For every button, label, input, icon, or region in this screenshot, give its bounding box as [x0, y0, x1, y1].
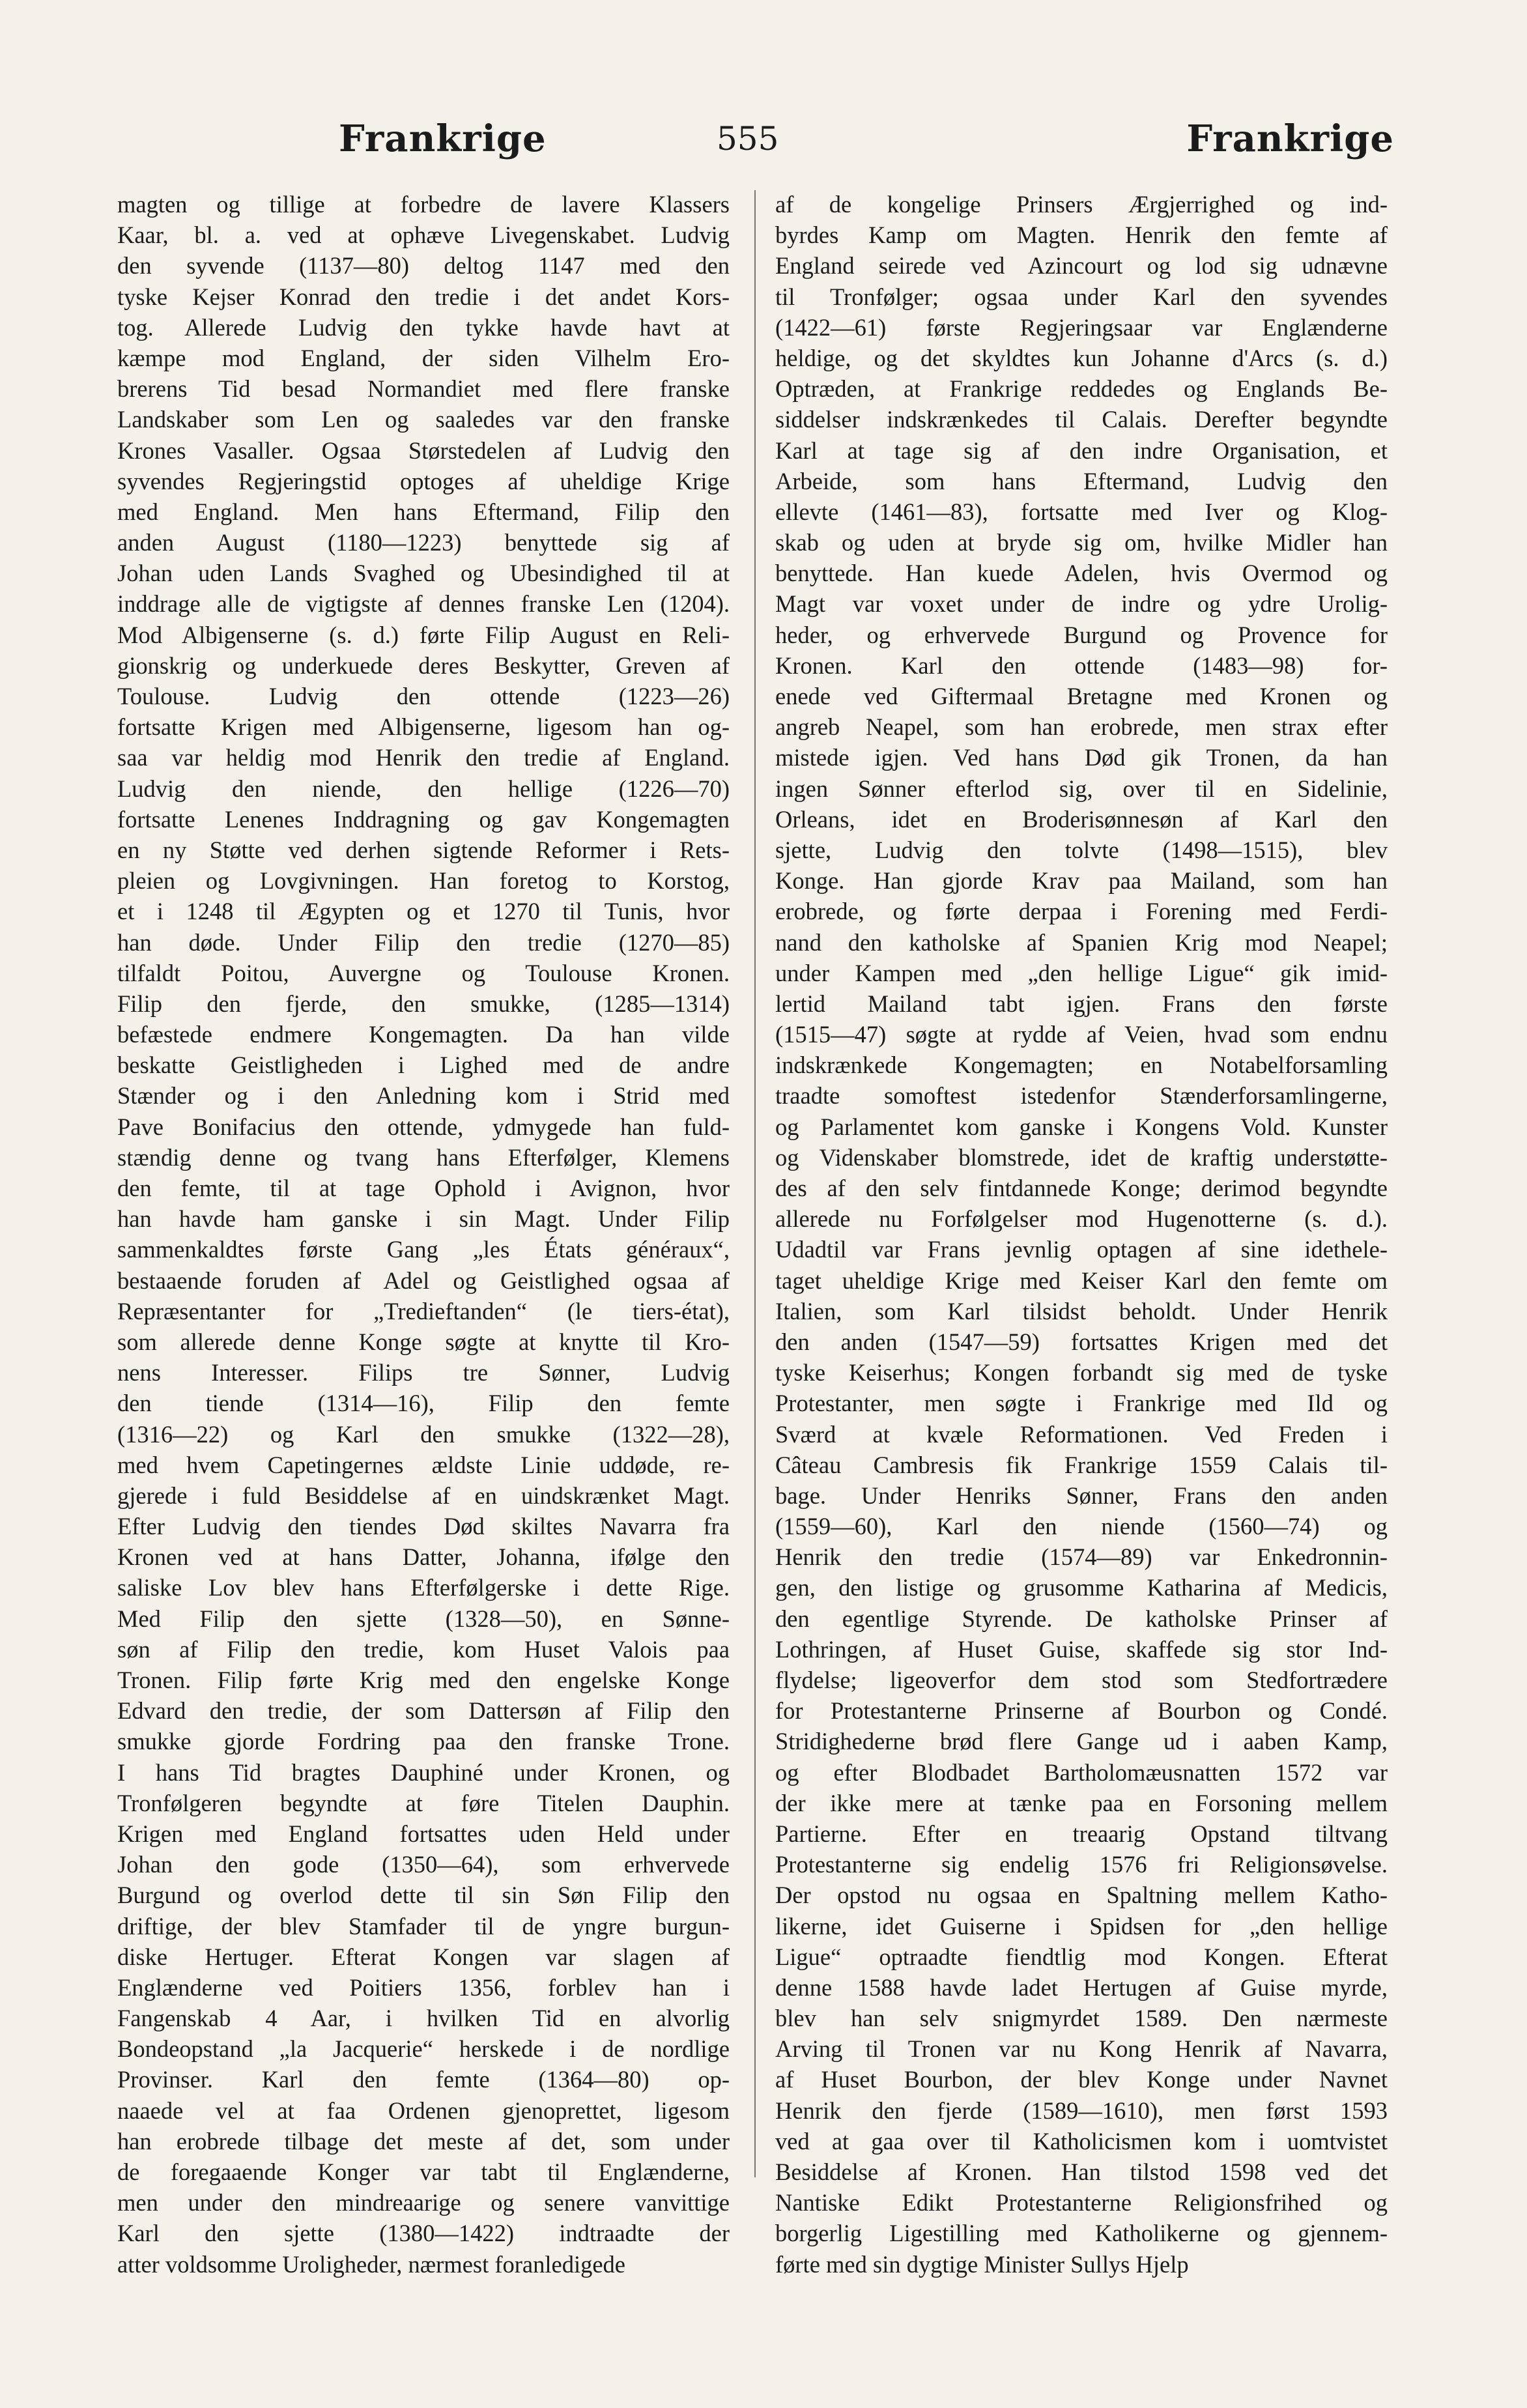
text-line: og Videnskaber blomstrede, idet de kraftig understøtte-	[775, 1143, 1388, 1171]
text-line: (1559—60), Karl den niende (1560—74) og	[775, 1513, 1388, 1540]
text-line: allerede nu Forfølgelser mod Hugenotterne (s. d.).	[775, 1205, 1388, 1233]
text-line: brerens Tid besad Normandiet med flere franske	[117, 375, 730, 403]
text-line: Lothringen, af Huset Guise, skaffede sig stor Ind-	[775, 1635, 1388, 1663]
text-line: Karl den sjette (1380—1422) indtraadte der	[117, 2220, 730, 2247]
text-line: sjette, Ludvig den tolvte (1498—1515), blev	[775, 836, 1388, 863]
text-line: en ny Støtte ved derhen sigtende Reformer i Rets-	[117, 836, 730, 863]
text-line: Edvard den tredie, der som Dattersøn af Filip den	[117, 1697, 730, 1725]
text-line: naaede vel at faa Ordenen gjenoprettet, ligesom	[117, 2097, 730, 2124]
text-line: enede ved Giftermaal Bretagne med Kronen og	[775, 683, 1388, 710]
text-line: Provinser. Karl den femte (1364—80) op-	[117, 2066, 730, 2093]
text-line: Mod Albigenserne (s. d.) førte Filip August en Reli-	[117, 621, 730, 648]
text-line: han erobrede tilbage det meste af det, som under	[117, 2127, 730, 2155]
text-line: traadte somoftest istedenfor Stænderforsamlingerne,	[775, 1082, 1388, 1110]
text-line: Câteau Cambresis fik Frankrige 1559 Calais til-	[775, 1451, 1388, 1478]
text-line: I hans Tid bragtes Dauphiné under Kronen, og	[117, 1758, 730, 1786]
text-line: under Kampen med „den hellige Ligue“ gik imid-	[775, 959, 1388, 986]
text-line: ved at gaa over til Katholicismen kom i uomtvistet	[775, 2127, 1388, 2155]
text-line: Optræden, at Frankrige reddedes og Englands Be-	[775, 375, 1388, 403]
text-line: taget uheldige Krige med Keiser Karl den femte om	[775, 1267, 1388, 1294]
text-line: England seirede ved Azincourt og lod sig udnævne	[775, 252, 1388, 280]
text-line: Repræsentanter for „Tredieftanden“ (le tiers-état),	[117, 1297, 730, 1325]
text-line: Filip den fjerde, den smukke, (1285—1314)	[117, 990, 730, 1017]
text-line: Der opstod nu ogsaa en Spaltning mellem Katho-	[775, 1882, 1388, 1909]
text-line: Pave Bonifacius den ottende, ydmygede han fuld-	[117, 1113, 730, 1140]
text-line: Fangenskab 4 Aar, i hvilken Tid en alvorlig	[117, 2005, 730, 2032]
text-line: førte med sin dygtige Minister Sullys Hjelp	[775, 2250, 1189, 2278]
page-header	[117, 117, 1394, 169]
text-line: nens Interesser. Filips tre Sønner, Ludvig	[117, 1359, 730, 1386]
text-line: anden August (1180—1223) benyttede sig af	[117, 529, 730, 556]
text-line: kæmpe mod England, der siden Vilhelm Ero-	[117, 344, 730, 371]
text-line: Besiddelse af Kronen. Han tilstod 1598 ved det	[775, 2158, 1388, 2185]
text-line: magten og tillige at forbedre de lavere Klassers	[117, 191, 730, 218]
text-line: gen, den listige og grusomme Katharina af Medicis,	[775, 1574, 1388, 1601]
text-line: saa var heldig mod Henrik den tredie af England.	[117, 744, 730, 771]
text-line: men under den mindreaarige og senere vanvittige	[117, 2189, 730, 2216]
text-line: beskatte Geistligheden i Lighed med de andre	[117, 1052, 730, 1079]
text-line: Burgund og overlod dette til sin Søn Filip den	[117, 1882, 730, 1909]
text-line: Nantiske Edikt Protestanterne Religionsfrihed og	[775, 2189, 1388, 2216]
text-line: Italien, som Karl tilsidst beholdt. Under Henrik	[775, 1297, 1388, 1325]
text-line: den tiende (1314—16), Filip den femte	[117, 1390, 730, 1417]
text-line: Med Filip den sjette (1328—50), en Sønne-	[117, 1605, 730, 1632]
text-line: indskrænkede Kongemagten; en Notabelforsamling	[775, 1052, 1388, 1079]
text-line: stændig denne og tvang hans Efterfølger, Klemens	[117, 1143, 730, 1171]
text-line: Krigen med England fortsattes uden Held under	[117, 1820, 730, 1847]
text-line: Henrik den fjerde (1589—1610), men først 1593	[775, 2097, 1388, 2124]
running-head-right: Frankrige	[1186, 117, 1394, 160]
text-line: Stridighederne brød flere Gange ud i aaben Kamp,	[775, 1728, 1388, 1755]
text-line: byrdes Kamp om Magten. Henrik den femte af	[775, 222, 1388, 249]
text-line: tilfaldt Poitou, Auvergne og Toulouse Kronen.	[117, 959, 730, 986]
text-line: fortsatte Krigen med Albigenserne, ligesom han og-	[117, 713, 730, 741]
text-line: Englænderne ved Poitiers 1356, forblev han i	[117, 1973, 730, 2001]
text-line: angreb Neapel, som han erobrede, men strax efter	[775, 713, 1388, 741]
text-line: der ikke mere at tænke paa en Forsoning mellem	[775, 1789, 1388, 1816]
text-line: befæstede endmere Kongemagten. Da han vilde	[117, 1021, 730, 1048]
text-line: søn af Filip den tredie, kom Huset Valois paa	[117, 1635, 730, 1663]
text-line: bestaaende foruden af Adel og Geistlighed ogsaa af	[117, 1267, 730, 1294]
text-line: pleien og Lovgivningen. Han foretog to Korstog,	[117, 867, 730, 895]
text-line: af Huset Bourbon, der blev Konge under Navnet	[775, 2066, 1388, 2093]
text-line: lertid Mailand tabt igjen. Frans den første	[775, 990, 1388, 1017]
text-line: Partierne. Efter en treaarig Opstand tiltvang	[775, 1820, 1388, 1847]
text-line: Stænder og i den Anledning kom i Strid med	[117, 1082, 730, 1110]
text-line: heldige, og det skyldtes kun Johanne d'Arcs (s. d.)	[775, 344, 1388, 371]
text-line: benyttede. Han kuede Adelen, hvis Overmod og	[775, 560, 1388, 587]
text-line: Konge. Han gjorde Krav paa Mailand, som han	[775, 867, 1388, 895]
text-line: Krones Vasaller. Ogsaa Størstedelen af Ludvig den	[117, 437, 730, 464]
text-line: borgerlig Ligestilling med Katholikerne og gjennem-	[775, 2220, 1388, 2247]
text-line: skab og uden at bryde sig om, hvilke Midler han	[775, 529, 1388, 556]
text-line: denne 1588 havde ladet Hertugen af Guise myrde,	[775, 1973, 1388, 2001]
text-line: mistede igjen. Ved hans Død gik Tronen, da han	[775, 744, 1388, 771]
text-line: tyske Keiserhus; Kongen forbandt sig med de tyske	[775, 1359, 1388, 1386]
text-line: Ludvig den niende, den hellige (1226—70)	[117, 775, 730, 802]
text-line: af de kongelige Prinsers Ærgjerrighed og ind-	[775, 191, 1388, 218]
text-line: den anden (1547—59) fortsattes Krigen med det	[775, 1328, 1388, 1355]
page-number: 555	[717, 120, 779, 158]
text-line: (1422—61) første Regjeringsaar var Englænderne	[775, 313, 1388, 341]
text-line: Protestanter, men søgte i Frankrige med Ild og	[775, 1390, 1388, 1417]
text-line: og efter Blodbadet Bartholomæusnatten 1572 var	[775, 1758, 1388, 1786]
text-line: likerne, idet Guiserne i Spidsen for „den hellige	[775, 1912, 1388, 1940]
text-line: Ligue“ optraadte fiendtlig mod Kongen. Efterat	[775, 1943, 1388, 1970]
text-line: Landskaber som Len og saaledes var den franske	[117, 406, 730, 433]
text-line: driftige, der blev Stamfader til de yngre burgun-	[117, 1912, 730, 1940]
text-line: Protestanterne sig endelig 1576 fri Religionsøvelse.	[775, 1851, 1388, 1878]
text-line: Magt var voxet under de indre og ydre Urolig-	[775, 590, 1388, 618]
text-line: Kronen ved at hans Datter, Johanna, ifølge den	[117, 1543, 730, 1571]
text-line: Johan uden Lands Svaghed og Ubesindighed til at	[117, 560, 730, 587]
text-line: (1316—22) og Karl den smukke (1322—28),	[117, 1420, 730, 1448]
text-line: fortsatte Lenenes Inddragning og gav Kongemagten	[117, 805, 730, 833]
text-line: flydelse; ligeoverfor dem stod som Stedfortrædere	[775, 1667, 1388, 1693]
text-line: de foregaaende Konger var tabt til Englænderne,	[117, 2158, 730, 2185]
text-line: gjerede i fuld Besiddelse af en uindskrænket Magt.	[117, 1482, 730, 1509]
text-line: Orleans, idet en Broderisønnesøn af Karl den	[775, 805, 1388, 833]
right-column	[775, 189, 1388, 2280]
text-line: han døde. Under Filip den tredie (1270—85)	[117, 928, 730, 956]
text-line: syvendes Regjeringstid optoges af uheldige Krige	[117, 467, 730, 494]
text-line: inddrage alle de vigtigste af dennes franske Len (1204).	[117, 590, 730, 618]
text-line: Tronfølgeren begyndte at føre Titelen Dauphin.	[117, 1789, 730, 1816]
text-line: blev han selv snigmyrdet 1589. Den nærmeste	[775, 2005, 1388, 2032]
text-line: Johan den gode (1350—64), som erhvervede	[117, 1851, 730, 1878]
text-line: des af den selv fintdannede Konge; derimod begyndte	[775, 1175, 1388, 1201]
text-line: han havde ham ganske i sin Magt. Under Filip	[117, 1205, 730, 1233]
text-line: med England. Men hans Eftermand, Filip den	[117, 498, 730, 525]
text-line: Arbeide, som hans Eftermand, Ludvig den	[775, 467, 1388, 494]
text-line: erobrede, og førte derpaa i Forening med Ferdi-	[775, 898, 1388, 925]
text-line: sammenkaldtes første Gang „les États généraux“,	[117, 1236, 730, 1263]
text-line: den femte, til at tage Ophold i Avignon, hvor	[117, 1175, 730, 1201]
text-line: nand den katholske af Spanien Krig mod Neapel;	[775, 928, 1388, 956]
running-head-left: Frankrige	[339, 117, 547, 160]
text-line: tog. Allerede Ludvig den tykke havde havt at	[117, 313, 730, 341]
text-line: Toulouse. Ludvig den ottende (1223—26)	[117, 683, 730, 710]
text-line: (1515—47) søgte at rydde af Veien, hvad som endnu	[775, 1021, 1388, 1048]
text-line: tyske Kejser Konrad den tredie i det andet Kors-	[117, 283, 730, 310]
text-line: ellevte (1461—83), fortsatte med Iver og Klog-	[775, 498, 1388, 525]
text-line: smukke gjorde Fordring paa den franske Trone.	[117, 1728, 730, 1755]
text-line: bage. Under Henriks Sønner, Frans den anden	[775, 1482, 1388, 1509]
text-line: den egentlige Styrende. De katholske Prinser af	[775, 1605, 1388, 1632]
text-line: Udadtil var Frans jevnlig optagen af sine idethele-	[775, 1236, 1388, 1263]
text-line: heder, og erhvervede Burgund og Provence for	[775, 621, 1388, 648]
text-line: Kaar, bl. a. ved at ophæve Livegenskabet. Ludvig	[117, 222, 730, 249]
text-line: atter voldsomme Uroligheder, nærmest foranledigede	[117, 2250, 626, 2278]
text-line: Tronen. Filip førte Krig med den engelske Konge	[117, 1667, 730, 1693]
text-line: diske Hertuger. Efterat Kongen var slagen af	[117, 1943, 730, 1970]
text-line: saliske Lov blev hans Efterfølgerske i dette Rige.	[117, 1574, 730, 1601]
text-line: Henrik den tredie (1574—89) var Enkedronnin-	[775, 1543, 1388, 1571]
text-line: som allerede denne Konge søgte at knytte til Kro-	[117, 1328, 730, 1355]
text-line: den syvende (1137—80) deltog 1147 med den	[117, 252, 730, 280]
text-line: til Tronfølger; ogsaa under Karl den syvendes	[775, 283, 1388, 310]
text-line: med hvem Capetingernes ældste Linie uddøde, re-	[117, 1451, 730, 1478]
column-divider	[754, 190, 756, 2177]
text-line: Efter Ludvig den tiendes Død skiltes Navarra fra	[117, 1513, 730, 1540]
text-line: siddelser indskrænkedes til Calais. Derefter begyndte	[775, 406, 1388, 433]
text-line: ingen Sønner efterlod sig, over til en Sidelinie,	[775, 775, 1388, 802]
text-line: for Protestanterne Prinserne af Bourbon og Condé.	[775, 1697, 1388, 1725]
text-line: Sværd at kvæle Reformationen. Ved Freden i	[775, 1420, 1388, 1448]
text-line: Karl at tage sig af den indre Organisation, et	[775, 437, 1388, 464]
text-line: og Parlamentet kom ganske i Kongens Vold. Kunster	[775, 1113, 1388, 1140]
left-column	[117, 189, 730, 2280]
text-line: et i 1248 til Ægypten og et 1270 til Tunis, hvor	[117, 898, 730, 925]
text-line: Arving til Tronen var nu Kong Henrik af Navarra,	[775, 2035, 1388, 2063]
text-line: Kronen. Karl den ottende (1483—98) for-	[775, 652, 1388, 679]
text-line: gionskrig og underkuede deres Beskytter, Greven af	[117, 652, 730, 679]
text-line: Bondeopstand „la Jacquerie“ herskede i de nordlige	[117, 2035, 730, 2063]
